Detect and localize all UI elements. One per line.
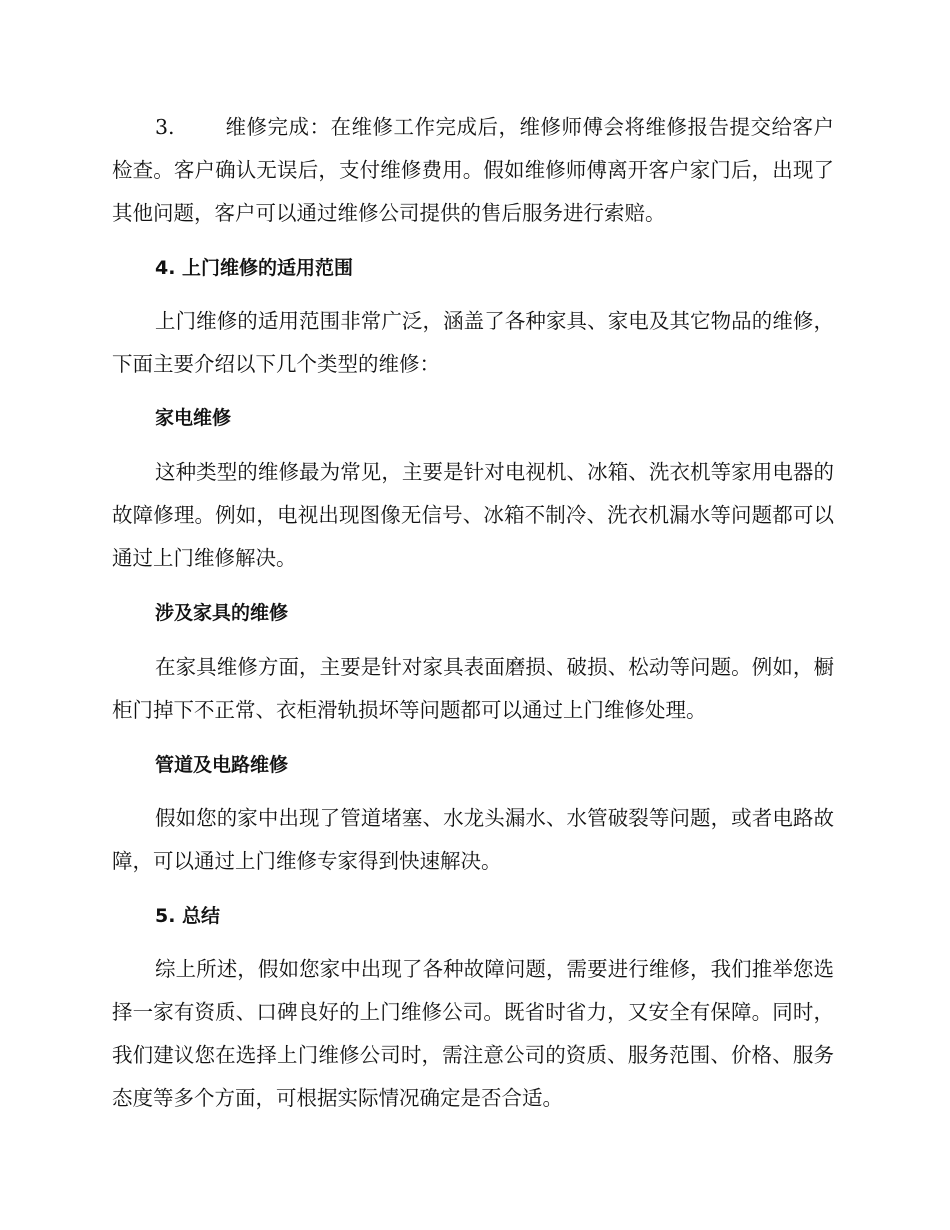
appliance-repair-paragraph: 这种类型的维修最为常见，主要是针对电视机、冰箱、洗衣机等家用电器的故障修理。例如，电视出现图像无信号、冰箱不制冷、洗衣机漏水等问题都可以通过上门维修解决。 [112,460,834,570]
appliance-repair-heading: 家电维修 [155,407,232,429]
list-item-3 [112,106,834,235]
section-4-heading: 4. 上门维修的适用范围 [155,257,354,279]
list-item-text: 维修完成：在维修工作完成后，维修师傅会将维修报告提交给客户检查。客户确认无误后，支付维修费用。假如维修师傅离开客户家门后，出现了其他问题，客户可以通过维修公司提供的售后服务进行索赔。 [112,115,834,225]
list-item-number: 3. [155,115,175,139]
section-5-heading: 5. 总结 [155,905,221,927]
furniture-repair-paragraph: 在家具维修方面，主要是针对家具表面磨损、破损、松动等问题。例如，橱柜门掉下不正常、衣柜滑轨损坏等问题都可以通过上门维修处理。 [112,655,834,722]
section-4-intro: 上门维修的适用范围非常广泛，涵盖了各种家具、家电及其它物品的维修，下面主要介绍以下几个类型的维修： [112,309,834,376]
pipe-circuit-repair-heading: 管道及电路维修 [155,754,289,776]
pipe-circuit-repair-paragraph: 假如您的家中出现了管道堵塞、水龙头漏水、水管破裂等问题，或者电路故障，可以通过上门维修专家得到快速解决。 [112,806,834,873]
summary-paragraph: 综上所述，假如您家中出现了各种故障问题，需要进行维修，我们推举您选择一家有资质、口碑良好的上门维修公司。既省时省力，又安全有保障。同时，我们建议您在选择上门维修公司时，需注意公司的资质、服务范围、价格、服务态度等多个方面，可根据实际情况确定是否合适。 [112,957,834,1110]
furniture-repair-heading: 涉及家具的维修 [155,602,289,624]
